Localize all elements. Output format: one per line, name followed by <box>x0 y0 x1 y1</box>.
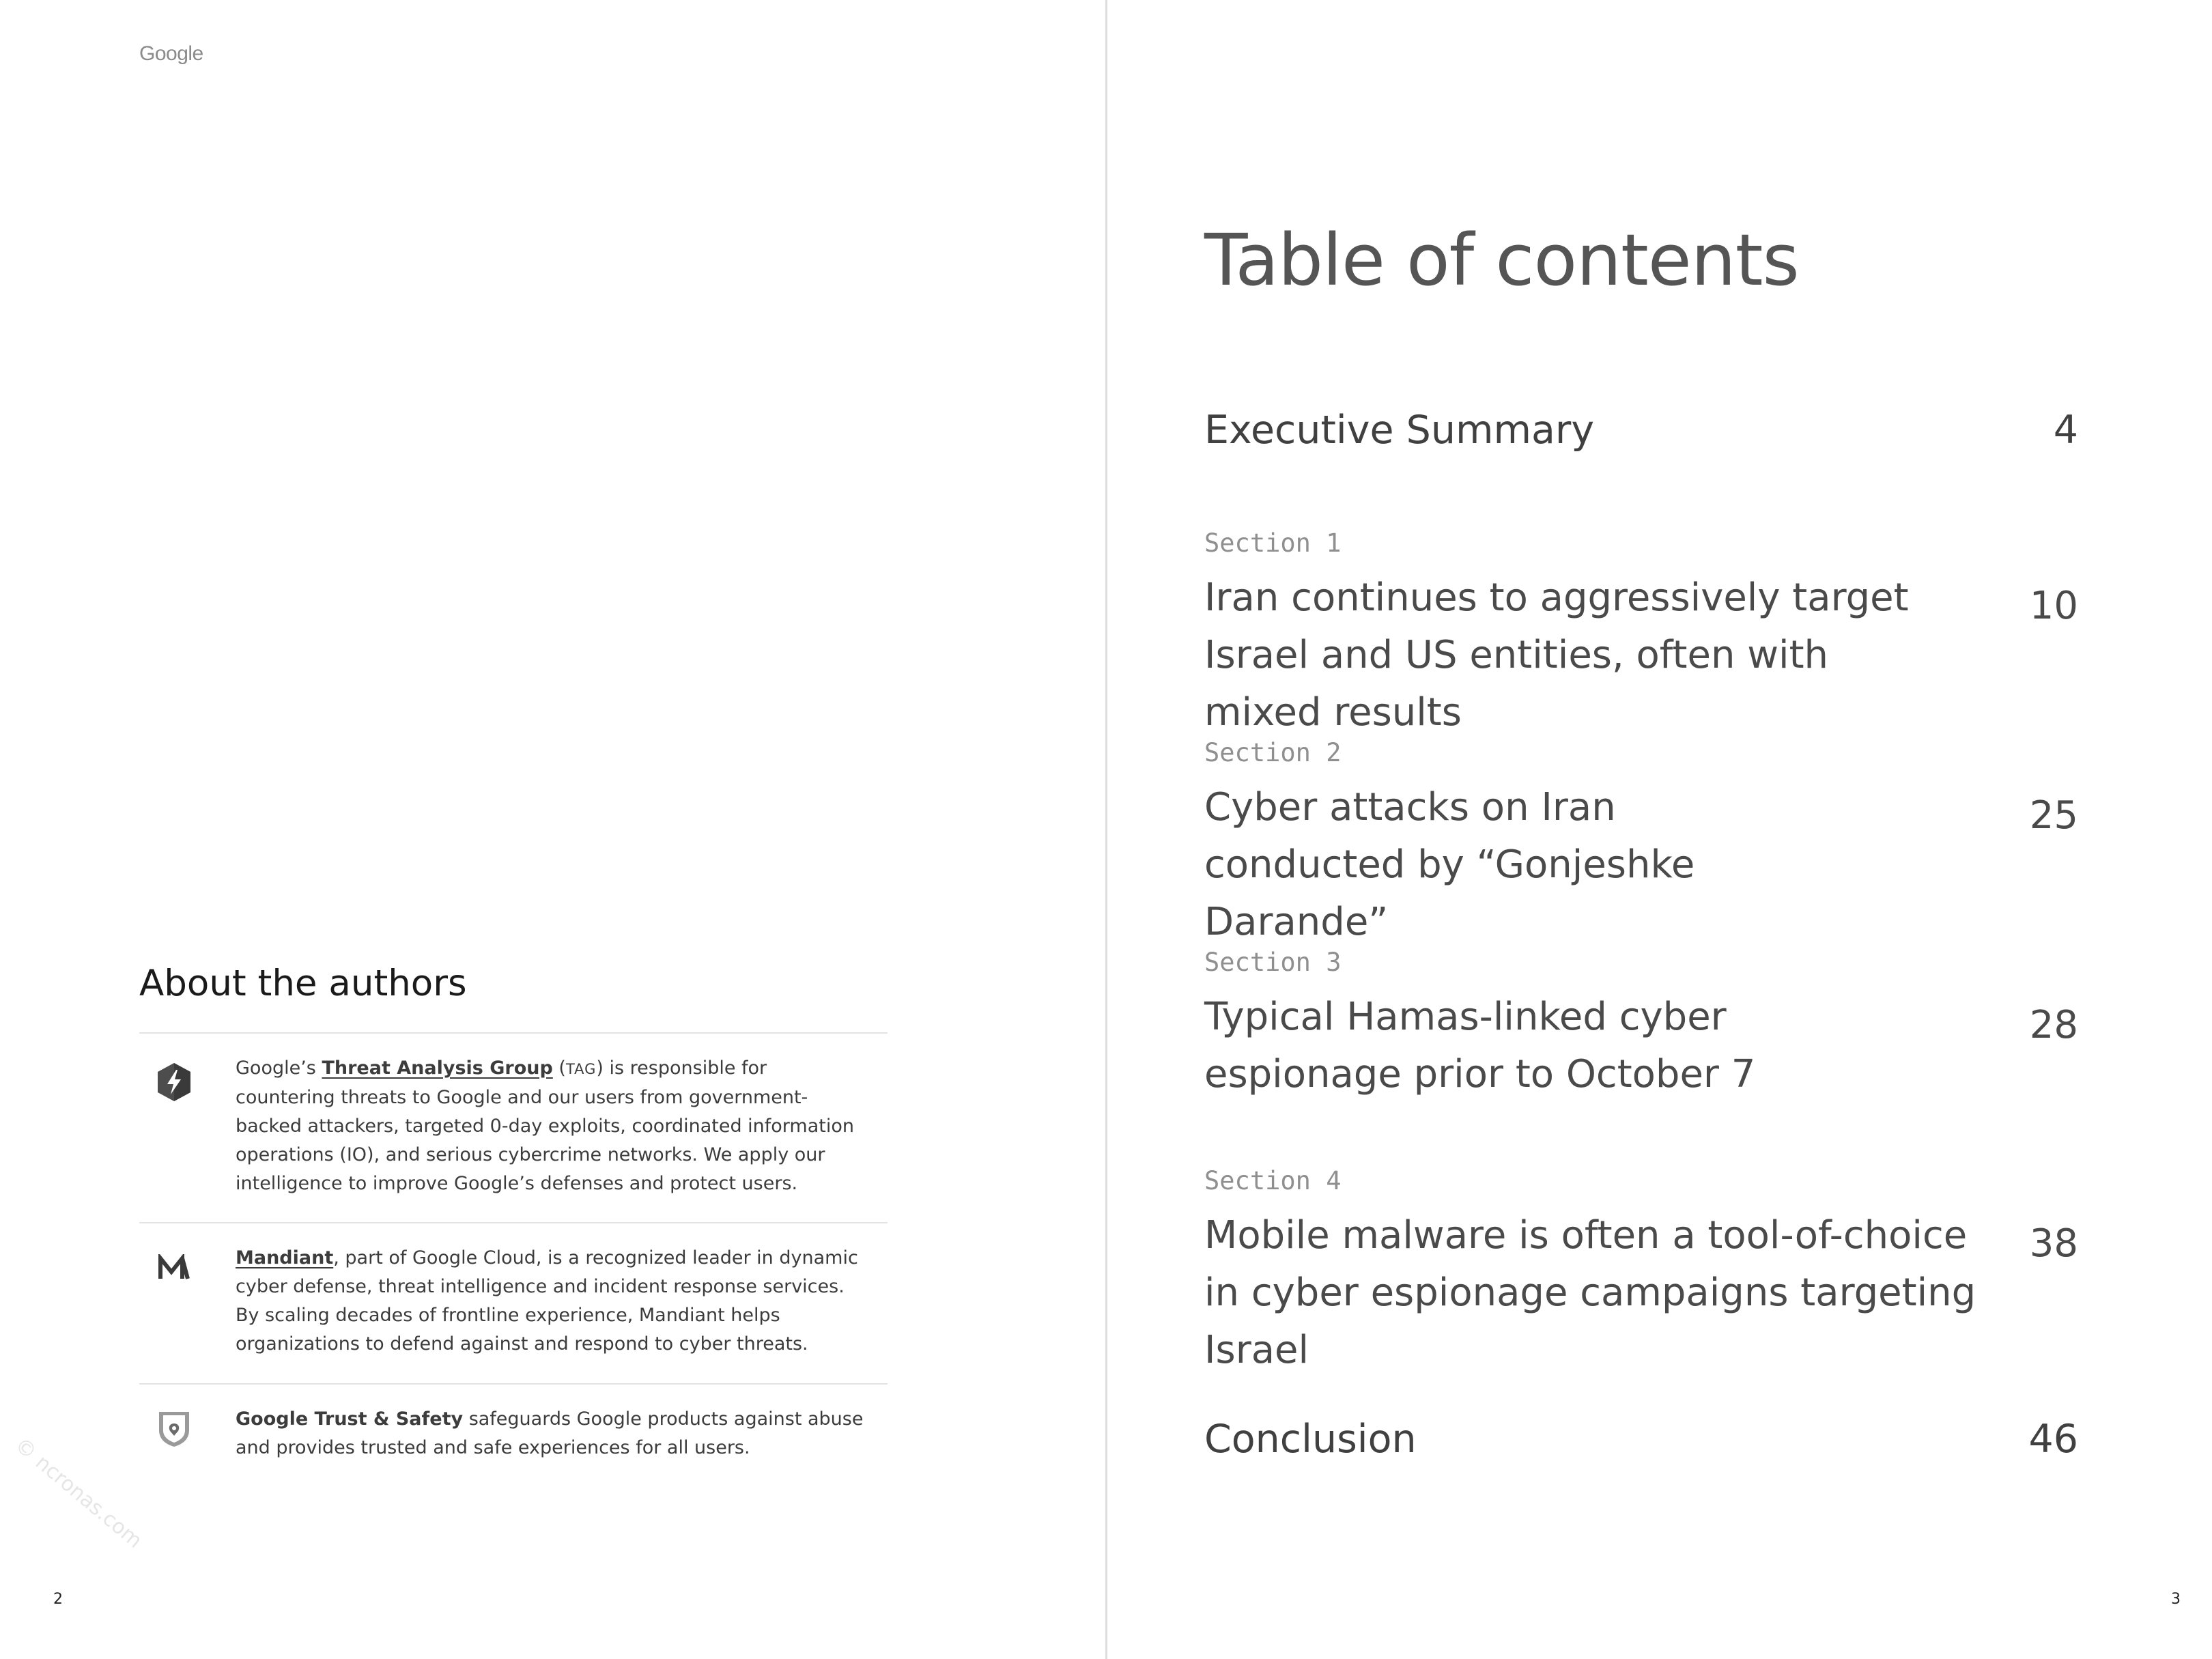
trust-safety-description <box>236 1385 867 1462</box>
toc-section-label: Section 2 <box>1204 738 1342 767</box>
tag-abbr-open: ( <box>552 1058 566 1079</box>
toc-entry-section-3[interactable] <box>1204 948 2078 1103</box>
watermark: © ncronas.com <box>10 1433 147 1553</box>
threat-analysis-group-link[interactable]: Threat Analysis Group <box>322 1058 553 1079</box>
page-number-right: 3 <box>2171 1591 2181 1608</box>
toc-entry-title: Conclusion <box>1204 1417 1417 1462</box>
toc-entry-section-1[interactable] <box>1204 528 2078 741</box>
tag-hexagon-bolt-icon <box>153 1061 195 1103</box>
mandiant-description <box>236 1223 867 1359</box>
toc-page-number: 28 <box>2029 1003 2078 1047</box>
author-row-tag <box>139 1032 888 1222</box>
toc-entry-conclusion[interactable] <box>1204 1410 2078 1468</box>
toc-entry-section-4[interactable] <box>1204 1166 2078 1379</box>
mandiant-link[interactable]: Mandiant <box>236 1247 334 1268</box>
authors-list <box>139 1032 888 1494</box>
toc-page-number: 4 <box>2053 408 2078 453</box>
about-authors-heading: About the authors <box>139 963 467 1004</box>
toc-entry-title: Mobile malware is often a tool-of-choice in cyber espionage campaigns targeting Israel <box>1204 1213 1976 1372</box>
toc-page-number: 10 <box>2029 584 2078 628</box>
toc-title: Table of contents <box>1204 218 1799 302</box>
tag-abbr: TAG <box>565 1061 597 1077</box>
mandiant-m-icon <box>153 1247 195 1289</box>
toc-section-label: Section 4 <box>1204 1166 1342 1195</box>
author-row-mandiant <box>139 1222 888 1383</box>
tag-rest: ) is responsible for countering threats to Google and our users from government-backed attackers, targeted 0-day exploits, coordinated information operations (IO), and serious cybercrime networks. We apply our intelligence to improve Google’s defenses and protect users. <box>236 1058 855 1194</box>
toc-entry-executive-summary[interactable] <box>1204 401 2078 459</box>
toc-section-label: Section 1 <box>1204 528 1342 558</box>
tag-prefix: Google’s <box>236 1058 322 1079</box>
toc-section-label: Section 3 <box>1204 948 1342 977</box>
toc-page-number: 25 <box>2029 793 2078 838</box>
page-number-left: 2 <box>53 1591 63 1608</box>
toc-entry-title: Executive Summary <box>1204 408 1595 453</box>
toc-entry-section-2[interactable] <box>1204 738 2078 951</box>
right-page <box>1107 0 2212 1659</box>
toc-entry-title: Typical Hamas-linked cyber espionage prior to October 7 <box>1204 995 1756 1096</box>
toc-page-number: 46 <box>2028 1417 2078 1462</box>
trust-safety-shield-icon <box>153 1408 195 1450</box>
tag-description <box>236 1034 867 1198</box>
trust-safety-rest: safeguards Google products against abuse and provides trusted and safe experiences for all users. <box>236 1408 864 1458</box>
mandiant-rest: , part of Google Cloud, is a recognized leader in dynamic cyber defense, threat intelligence and incident response services. By scaling decades of frontline experience, Mandiant helps organizations to defend against and respond to cyber threats. <box>236 1247 858 1355</box>
toc-entry-title: Cyber attacks on Iran conducted by “Gonjeshke Darande” <box>1204 785 1695 944</box>
toc-entry-title: Iran continues to aggressively target Israel and US entities, often with mixed results <box>1204 576 1909 735</box>
author-row-trust-safety <box>139 1383 888 1494</box>
trust-safety-name: Google Trust & Safety <box>236 1408 464 1430</box>
google-logo: Google <box>139 42 203 65</box>
toc-page-number: 38 <box>2029 1221 2078 1266</box>
